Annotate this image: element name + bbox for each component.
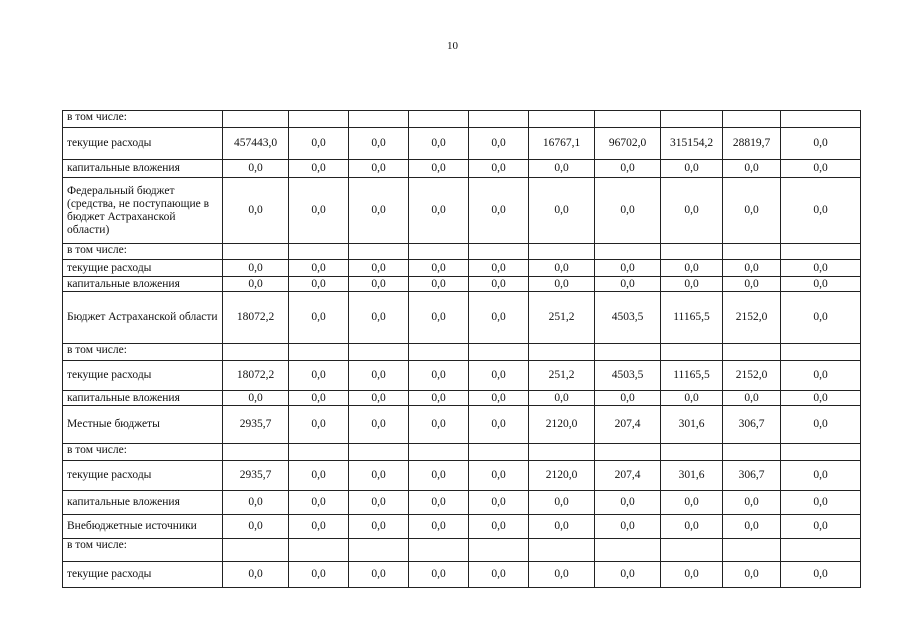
table-cell: 0,0 [289, 562, 349, 588]
table-cell: 306,7 [723, 461, 781, 491]
table-cell: 0,0 [469, 491, 529, 515]
table-cell [289, 444, 349, 461]
table-row [63, 260, 861, 277]
table-cell: 0,0 [223, 160, 289, 178]
table-cell [409, 111, 469, 128]
table-cell [661, 244, 723, 260]
table-cell: 0,0 [289, 391, 349, 406]
table-cell: 0,0 [469, 128, 529, 160]
table-row [63, 277, 861, 292]
row-label: в том числе: [63, 344, 223, 361]
table-cell: 0,0 [289, 406, 349, 444]
table-cell [781, 444, 861, 461]
table-cell: 0,0 [289, 160, 349, 178]
table-cell: 0,0 [289, 491, 349, 515]
table-cell: 0,0 [409, 260, 469, 277]
table-cell: 0,0 [529, 562, 595, 588]
table-cell: 0,0 [349, 391, 409, 406]
table-cell: 0,0 [289, 292, 349, 344]
table-cell [349, 244, 409, 260]
table-cell: 207,4 [595, 406, 661, 444]
table-cell: 0,0 [409, 178, 469, 244]
table-cell: 0,0 [469, 406, 529, 444]
table-cell [661, 111, 723, 128]
table-cell [469, 444, 529, 461]
table-cell: 0,0 [469, 391, 529, 406]
table-cell: 0,0 [469, 277, 529, 292]
table-cell [661, 344, 723, 361]
table-cell: 0,0 [409, 292, 469, 344]
table-cell: 0,0 [529, 391, 595, 406]
table-cell: 0,0 [781, 160, 861, 178]
table-cell [469, 539, 529, 562]
table-cell: 0,0 [289, 178, 349, 244]
table-cell [223, 444, 289, 461]
table-cell: 251,2 [529, 361, 595, 391]
row-label: капитальные вложения [63, 160, 223, 178]
table-cell: 0,0 [661, 391, 723, 406]
table-cell: 0,0 [661, 277, 723, 292]
table-cell: 0,0 [781, 260, 861, 277]
row-label: текущие расходы [63, 461, 223, 491]
table-cell: 0,0 [529, 160, 595, 178]
table-cell: 0,0 [595, 391, 661, 406]
table-row [63, 515, 861, 539]
subheader-row [63, 444, 861, 461]
table-cell [469, 244, 529, 260]
table-cell: 207,4 [595, 461, 661, 491]
table-cell: 0,0 [661, 160, 723, 178]
table-cell: 0,0 [723, 391, 781, 406]
table-cell: 0,0 [349, 515, 409, 539]
row-label: капитальные вложения [63, 277, 223, 292]
table-cell [781, 111, 861, 128]
table-cell [529, 444, 595, 461]
table-cell [529, 111, 595, 128]
table-cell [595, 244, 661, 260]
table-cell [409, 244, 469, 260]
row-label: Внебюджетные источники [63, 515, 223, 539]
table-cell: 18072,2 [223, 361, 289, 391]
table-cell: 18072,2 [223, 292, 289, 344]
table-cell: 16767,1 [529, 128, 595, 160]
table-cell [289, 244, 349, 260]
table-cell [409, 444, 469, 461]
row-label: Бюджет Астраханской области [63, 292, 223, 344]
table-cell: 0,0 [349, 178, 409, 244]
table-cell: 0,0 [349, 562, 409, 588]
table-cell: 0,0 [723, 277, 781, 292]
table-row [63, 461, 861, 491]
table-cell [349, 344, 409, 361]
table-cell: 0,0 [595, 260, 661, 277]
row-label: текущие расходы [63, 128, 223, 160]
table-cell: 0,0 [409, 277, 469, 292]
table-cell: 0,0 [409, 391, 469, 406]
table-cell: 2935,7 [223, 461, 289, 491]
table-cell [529, 244, 595, 260]
table-cell: 0,0 [409, 361, 469, 391]
table-cell: 0,0 [529, 515, 595, 539]
table-cell: 0,0 [349, 260, 409, 277]
table-cell: 0,0 [661, 491, 723, 515]
table-row [63, 361, 861, 391]
table-cell: 0,0 [781, 128, 861, 160]
table-cell: 0,0 [469, 292, 529, 344]
table-cell [349, 111, 409, 128]
table-cell: 4503,5 [595, 292, 661, 344]
table-cell: 0,0 [661, 515, 723, 539]
table-cell [529, 344, 595, 361]
table-cell: 2120,0 [529, 461, 595, 491]
table-cell: 0,0 [781, 562, 861, 588]
table-cell: 0,0 [781, 461, 861, 491]
table-cell: 0,0 [723, 160, 781, 178]
table-cell: 0,0 [349, 128, 409, 160]
table-cell: 0,0 [661, 178, 723, 244]
table-cell [469, 344, 529, 361]
page-number: 10 [447, 40, 458, 52]
table-cell [781, 539, 861, 562]
row-label: капитальные вложения [63, 491, 223, 515]
row-label: в том числе: [63, 111, 223, 128]
row-label: в том числе: [63, 244, 223, 260]
table-cell [595, 111, 661, 128]
row-label: текущие расходы [63, 260, 223, 277]
table-cell: 0,0 [223, 391, 289, 406]
table-cell [661, 444, 723, 461]
table-cell: 0,0 [661, 260, 723, 277]
table-cell: 0,0 [469, 260, 529, 277]
table-cell: 0,0 [529, 260, 595, 277]
table-cell: 0,0 [595, 491, 661, 515]
table-cell: 0,0 [469, 361, 529, 391]
table-cell: 2152,0 [723, 361, 781, 391]
table-cell: 0,0 [289, 361, 349, 391]
table-cell: 0,0 [223, 515, 289, 539]
table-row [63, 128, 861, 160]
table-cell: 301,6 [661, 406, 723, 444]
table-cell: 0,0 [781, 406, 861, 444]
table-cell: 251,2 [529, 292, 595, 344]
table-cell: 0,0 [409, 128, 469, 160]
table-cell [529, 539, 595, 562]
table-cell: 0,0 [223, 277, 289, 292]
table-cell: 0,0 [349, 461, 409, 491]
table-cell: 0,0 [469, 562, 529, 588]
table-cell: 0,0 [781, 515, 861, 539]
table-cell: 0,0 [781, 491, 861, 515]
table-cell: 0,0 [595, 515, 661, 539]
table-cell: 0,0 [409, 515, 469, 539]
table-cell: 0,0 [529, 491, 595, 515]
table-cell: 11165,5 [661, 292, 723, 344]
table-cell: 0,0 [723, 260, 781, 277]
table-cell: 28819,7 [723, 128, 781, 160]
table-body [63, 111, 861, 588]
table-cell: 0,0 [723, 178, 781, 244]
table-cell [289, 539, 349, 562]
table-cell [469, 111, 529, 128]
table-cell: 0,0 [289, 260, 349, 277]
table-cell: 0,0 [781, 292, 861, 344]
table-row [63, 391, 861, 406]
table-cell [223, 344, 289, 361]
table-cell: 0,0 [723, 491, 781, 515]
table-cell: 0,0 [661, 562, 723, 588]
budget-table [62, 110, 861, 588]
table-cell: 0,0 [723, 562, 781, 588]
table-cell: 0,0 [409, 562, 469, 588]
table-cell: 306,7 [723, 406, 781, 444]
table-cell: 0,0 [349, 292, 409, 344]
row-label: в том числе: [63, 539, 223, 562]
table-cell: 11165,5 [661, 361, 723, 391]
table-cell [595, 344, 661, 361]
table-cell [595, 444, 661, 461]
table-cell: 0,0 [289, 515, 349, 539]
table-cell: 0,0 [409, 461, 469, 491]
table-cell: 2935,7 [223, 406, 289, 444]
table-cell [781, 344, 861, 361]
table-cell: 0,0 [223, 491, 289, 515]
table-cell: 0,0 [409, 491, 469, 515]
table-cell: 0,0 [529, 277, 595, 292]
table-cell: 0,0 [289, 128, 349, 160]
table-cell: 0,0 [595, 160, 661, 178]
table-cell: 0,0 [349, 361, 409, 391]
table-cell: 0,0 [289, 461, 349, 491]
table-cell: 0,0 [781, 178, 861, 244]
table-cell: 301,6 [661, 461, 723, 491]
table-cell: 0,0 [223, 260, 289, 277]
row-label: текущие расходы [63, 361, 223, 391]
table-cell: 0,0 [781, 361, 861, 391]
row-label: Федеральный бюджет (средства, не поступающие в бюджет Астраханской области) [63, 178, 223, 244]
table-cell [723, 444, 781, 461]
table-cell: 0,0 [409, 406, 469, 444]
table-row [63, 160, 861, 178]
table-cell [723, 539, 781, 562]
table-cell: 0,0 [469, 160, 529, 178]
table-row [63, 406, 861, 444]
table-cell [223, 111, 289, 128]
table-cell: 0,0 [349, 406, 409, 444]
table-row [63, 292, 861, 344]
table-cell: 0,0 [289, 277, 349, 292]
subheader-row [63, 539, 861, 562]
table-cell: 0,0 [349, 160, 409, 178]
table-cell [409, 344, 469, 361]
table-cell: 0,0 [409, 160, 469, 178]
table-cell: 0,0 [469, 515, 529, 539]
table-cell: 0,0 [781, 277, 861, 292]
table-cell: 0,0 [595, 277, 661, 292]
subheader-row [63, 244, 861, 260]
table-cell [595, 539, 661, 562]
row-label: в том числе: [63, 444, 223, 461]
table-cell: 4503,5 [595, 361, 661, 391]
row-label: капитальные вложения [63, 391, 223, 406]
table-cell: 0,0 [223, 562, 289, 588]
table-cell [223, 244, 289, 260]
table-cell [349, 539, 409, 562]
row-label: текущие расходы [63, 562, 223, 588]
table-cell: 2152,0 [723, 292, 781, 344]
table-cell [723, 111, 781, 128]
subheader-row [63, 344, 861, 361]
table-cell: 315154,2 [661, 128, 723, 160]
table-cell [349, 444, 409, 461]
table-cell: 96702,0 [595, 128, 661, 160]
table-cell [781, 244, 861, 260]
table-cell: 0,0 [223, 178, 289, 244]
table-row [63, 178, 861, 244]
table-cell [289, 111, 349, 128]
table-cell [723, 244, 781, 260]
table-cell: 0,0 [349, 277, 409, 292]
table-cell: 0,0 [469, 178, 529, 244]
table-cell: 0,0 [349, 491, 409, 515]
table-cell: 0,0 [595, 562, 661, 588]
table-cell: 2120,0 [529, 406, 595, 444]
subheader-row [63, 111, 861, 128]
table-cell [723, 344, 781, 361]
table-row [63, 562, 861, 588]
table-cell: 0,0 [469, 461, 529, 491]
row-label: Местные бюджеты [63, 406, 223, 444]
table-cell [289, 344, 349, 361]
table-cell [223, 539, 289, 562]
table-cell: 0,0 [529, 178, 595, 244]
table-row [63, 491, 861, 515]
table-cell: 0,0 [595, 178, 661, 244]
table-cell: 0,0 [781, 391, 861, 406]
table-cell: 0,0 [723, 515, 781, 539]
table-cell [409, 539, 469, 562]
table-cell [661, 539, 723, 562]
table-cell: 457443,0 [223, 128, 289, 160]
